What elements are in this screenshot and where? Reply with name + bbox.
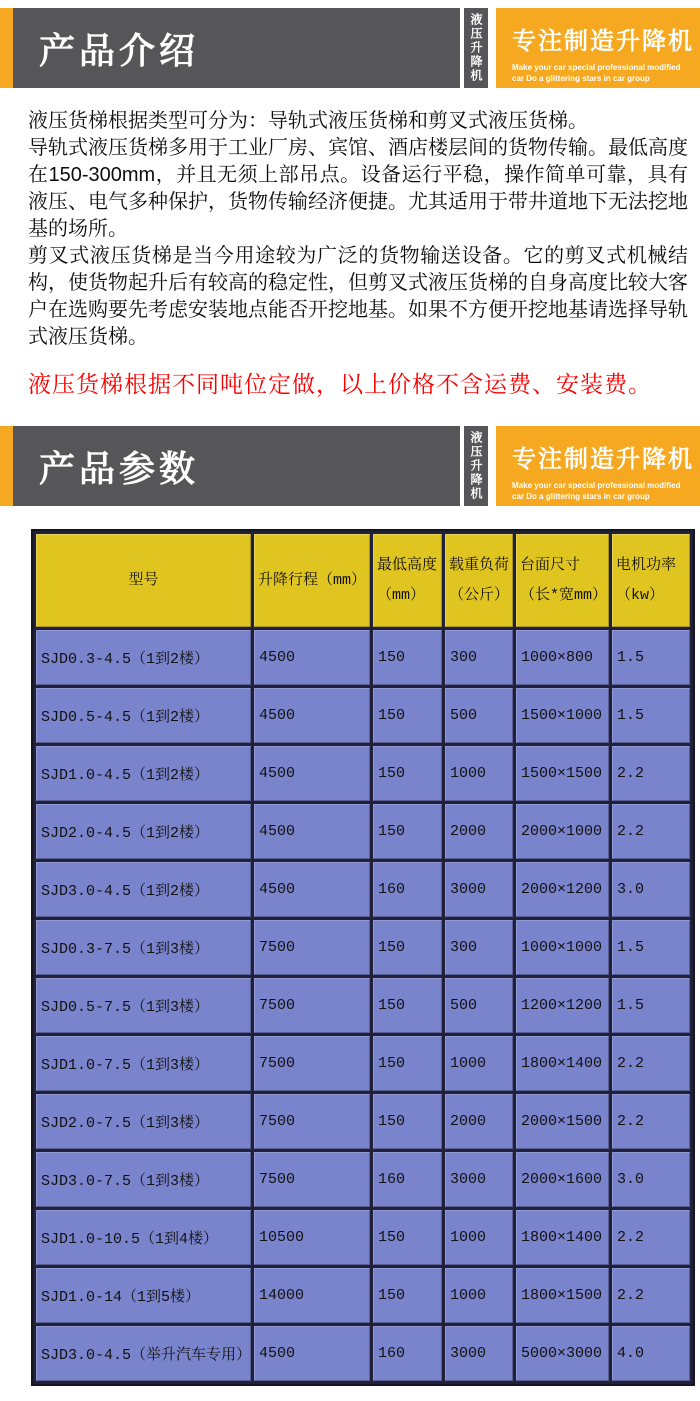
- cell-load: 1000: [445, 1268, 513, 1323]
- col-header-travel: 升降行程（mm）: [254, 534, 370, 627]
- table-row: [36, 804, 690, 859]
- cell-motor-power: 1.5: [612, 630, 690, 685]
- brand-block: [496, 8, 700, 88]
- cell-load: 300: [445, 920, 513, 975]
- cell-platform-size: 2000×1000: [516, 804, 609, 859]
- section-title-intro: 产品介绍: [39, 29, 200, 71]
- cell-model: SJD1.0-4.5（1到2楼）: [36, 746, 251, 801]
- table-row: [36, 1152, 690, 1207]
- cell-min-height: 150: [373, 1036, 442, 1091]
- cell-min-height: 150: [373, 746, 442, 801]
- cell-motor-power: 2.2: [612, 804, 690, 859]
- cell-platform-size: 1500×1000: [516, 688, 609, 743]
- cell-platform-size: 1500×1500: [516, 746, 609, 801]
- cell-travel: 4500: [254, 1326, 370, 1381]
- cell-motor-power: 2.2: [612, 1036, 690, 1091]
- cell-motor-power: 2.2: [612, 1094, 690, 1149]
- cell-motor-power: 2.2: [612, 746, 690, 801]
- cell-platform-size: 1800×1500: [516, 1268, 609, 1323]
- params-table: [31, 529, 695, 1386]
- cell-travel: 14000: [254, 1268, 370, 1323]
- cell-travel: 7500: [254, 978, 370, 1033]
- cell-motor-power: 2.2: [612, 1210, 690, 1265]
- table-row: [36, 1036, 690, 1091]
- cell-min-height: 150: [373, 688, 442, 743]
- cell-min-height: 150: [373, 804, 442, 859]
- cell-load: 500: [445, 688, 513, 743]
- intro-paragraph: 液压货梯根据类型可分为：导轨式液压货梯和剪叉式液压货梯。: [28, 110, 588, 132]
- cell-model: SJD1.0-14（1到5楼）: [36, 1268, 251, 1323]
- cell-platform-size: 1800×1400: [516, 1036, 609, 1091]
- brand-block: [496, 426, 700, 506]
- vertical-brand-text: 液压升降机: [469, 431, 483, 501]
- cell-load: 500: [445, 978, 513, 1033]
- cell-motor-power: 3.0: [612, 862, 690, 917]
- cell-motor-power: 4.0: [612, 1326, 690, 1381]
- cell-model: SJD0.5-4.5（1到2楼）: [36, 688, 251, 743]
- cell-load: 2000: [445, 1094, 513, 1149]
- table-row: [36, 862, 690, 917]
- section-title-params: 产品参数: [39, 447, 200, 489]
- table-header-row: [36, 534, 690, 627]
- col-header-platform-size: 台面尺寸 （长*宽mm）: [516, 534, 609, 627]
- cell-travel: 7500: [254, 1094, 370, 1149]
- cell-motor-power: 1.5: [612, 978, 690, 1033]
- section-title-block: [13, 426, 460, 506]
- col-header-motor-power: 电机功率 （kw）: [612, 534, 690, 627]
- brand-slogan-sub: Make your car special professional modified car Do a glittering stars in car group: [512, 481, 681, 501]
- cell-platform-size: 1800×1400: [516, 1210, 609, 1265]
- table-row: [36, 1268, 690, 1323]
- cell-load: 1000: [445, 1036, 513, 1091]
- cell-min-height: 150: [373, 1094, 442, 1149]
- cell-model: SJD0.3-7.5（1到3楼）: [36, 920, 251, 975]
- accent-stripe: [0, 426, 13, 506]
- cell-min-height: 150: [373, 978, 442, 1033]
- vertical-brand-text: 液压升降机: [469, 13, 483, 83]
- cell-min-height: 150: [373, 920, 442, 975]
- cell-load: 2000: [445, 804, 513, 859]
- cell-motor-power: 1.5: [612, 688, 690, 743]
- cell-min-height: 150: [373, 630, 442, 685]
- cell-model: SJD0.3-4.5（1到2楼）: [36, 630, 251, 685]
- cell-load: 300: [445, 630, 513, 685]
- cell-travel: 7500: [254, 1036, 370, 1091]
- brand-slogan-sub: Make your car special professional modified car Do a glittering stars in car group: [512, 63, 681, 83]
- brand-slogan: 专注制造升降机: [512, 28, 694, 55]
- table-row: [36, 978, 690, 1033]
- cell-platform-size: 1000×800: [516, 630, 609, 685]
- section-header-params: [0, 426, 700, 506]
- vertical-brand-label: [464, 426, 488, 506]
- col-header-min-height: 最低高度 （mm）: [373, 534, 442, 627]
- col-header-model: 型号: [36, 534, 251, 627]
- cell-load: 1000: [445, 1210, 513, 1265]
- cell-travel: 4500: [254, 630, 370, 685]
- intro-paragraph: 导轨式液压货梯多用于工业厂房、宾馆、酒店楼层间的货物传输。最低高度在150-300mm，并且无须上部吊点。设备运行平稳，操作简单可靠，具有液压、电气多种保护，货物传输经济便捷。尤其适用于带井道地下无法挖地基的场所。: [28, 137, 688, 240]
- table-row: [36, 1326, 690, 1381]
- cell-motor-power: 3.0: [612, 1152, 690, 1207]
- cell-min-height: 150: [373, 1268, 442, 1323]
- cell-load: 3000: [445, 1326, 513, 1381]
- cell-model: SJD0.5-7.5（1到3楼）: [36, 978, 251, 1033]
- table-row: [36, 746, 690, 801]
- cell-min-height: 160: [373, 1326, 442, 1381]
- cell-motor-power: 2.2: [612, 1268, 690, 1323]
- cell-travel: 7500: [254, 920, 370, 975]
- notice-text: 液压货梯根据不同吨位定做，以上价格不含运费、安装费。: [28, 371, 652, 397]
- cell-model: SJD2.0-4.5（1到2楼）: [36, 804, 251, 859]
- cell-load: 3000: [445, 862, 513, 917]
- cell-travel: 4500: [254, 862, 370, 917]
- table-row: [36, 920, 690, 975]
- table-row: [36, 688, 690, 743]
- cell-platform-size: 1200×1200: [516, 978, 609, 1033]
- cell-motor-power: 1.5: [612, 920, 690, 975]
- cell-platform-size: 2000×1200: [516, 862, 609, 917]
- cell-model: SJD2.0-7.5（1到3楼）: [36, 1094, 251, 1149]
- cell-platform-size: 1000×1000: [516, 920, 609, 975]
- cell-travel: 10500: [254, 1210, 370, 1265]
- cell-model: SJD3.0-7.5（1到3楼）: [36, 1152, 251, 1207]
- intro-text: [28, 108, 688, 351]
- vertical-brand-label: [464, 8, 488, 88]
- accent-stripe: [0, 8, 13, 88]
- cell-min-height: 160: [373, 1152, 442, 1207]
- cell-min-height: 150: [373, 1210, 442, 1265]
- cell-platform-size: 5000×3000: [516, 1326, 609, 1381]
- cell-load: 3000: [445, 1152, 513, 1207]
- table-row: [36, 630, 690, 685]
- table-row: [36, 1094, 690, 1149]
- cell-travel: 4500: [254, 804, 370, 859]
- cell-model: SJD3.0-4.5（举升汽车专用）: [36, 1326, 251, 1381]
- cell-platform-size: 2000×1500: [516, 1094, 609, 1149]
- cell-min-height: 160: [373, 862, 442, 917]
- intro-paragraph: 剪叉式液压货梯是当今用途较为广泛的货物输送设备。它的剪叉式机械结构，使货物起升后有较高的稳定性，但剪叉式液压货梯的自身高度比较大客户在选购要先考虑安装地点能否开挖地基。如果不方便开挖地基请选择导轨式液压货梯。: [28, 245, 688, 348]
- brand-slogan: 专注制造升降机: [512, 446, 694, 473]
- cell-platform-size: 2000×1600: [516, 1152, 609, 1207]
- cell-model: SJD3.0-4.5（1到2楼）: [36, 862, 251, 917]
- cell-travel: 4500: [254, 688, 370, 743]
- table-row: [36, 1210, 690, 1265]
- col-header-load: 载重负荷 （公斤）: [445, 534, 513, 627]
- cell-model: SJD1.0-10.5（1到4楼）: [36, 1210, 251, 1265]
- cell-travel: 4500: [254, 746, 370, 801]
- section-header-intro: [0, 8, 700, 88]
- section-title-block: [13, 8, 460, 88]
- cell-travel: 7500: [254, 1152, 370, 1207]
- cell-load: 1000: [445, 746, 513, 801]
- cell-model: SJD1.0-7.5（1到3楼）: [36, 1036, 251, 1091]
